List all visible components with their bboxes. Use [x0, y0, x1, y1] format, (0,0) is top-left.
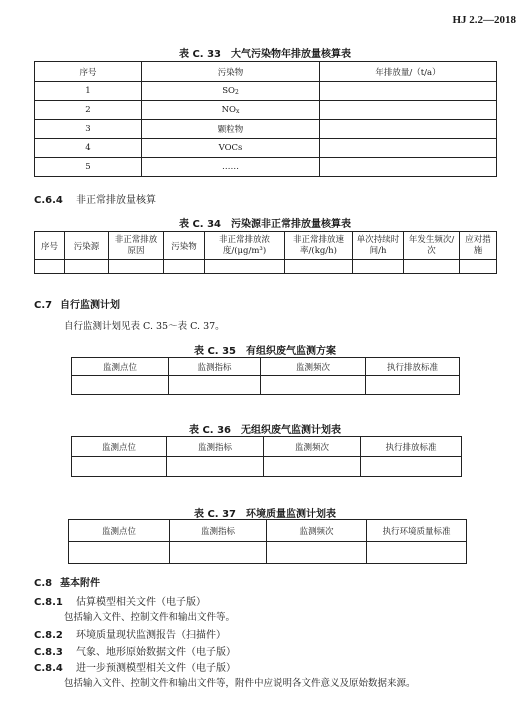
table-c33	[34, 61, 497, 177]
annual-emission-cell	[320, 139, 497, 158]
table-row	[35, 158, 497, 177]
empty-cell	[366, 376, 460, 395]
attachment-number: C.8.2	[34, 630, 63, 641]
table-header-row	[69, 520, 467, 542]
table-header-row	[35, 62, 497, 82]
column-header: 执行排放标准	[366, 358, 460, 376]
document-id: HJ 2.2—2018	[452, 14, 516, 26]
table-row	[35, 101, 497, 120]
attachment-c83	[34, 643, 236, 658]
empty-cell	[404, 260, 460, 274]
row-number: 4	[35, 139, 142, 158]
column-header: 监测指标	[167, 437, 264, 457]
column-header: 污染物	[164, 232, 205, 260]
empty-cell	[460, 260, 497, 274]
column-header: 序号	[35, 232, 65, 260]
empty-cell	[205, 260, 285, 274]
pollutant-name: ……	[222, 162, 239, 172]
table-c35-caption: 表 C. 35 有组织废气监测方案	[193, 346, 337, 357]
attachment-number: C.8.3	[34, 647, 63, 658]
table-c34-caption: 表 C. 34 污染源非正常排放量核算表	[178, 219, 352, 230]
empty-cell	[72, 457, 167, 477]
row-number: 3	[35, 120, 142, 139]
table-c36	[71, 436, 462, 477]
empty-cell	[264, 457, 361, 477]
section-heading-c8	[34, 574, 100, 589]
table-row	[72, 457, 462, 477]
table-c37	[68, 519, 467, 564]
empty-cell	[267, 542, 367, 564]
pollutant-subscript: 2	[234, 89, 239, 96]
table-c36-caption: 表 C. 36 无组织废气监测计划表	[188, 425, 342, 436]
empty-cell	[167, 457, 264, 477]
table-c35	[71, 357, 460, 395]
column-header: 非正常排放速率/(kg/h)	[285, 232, 353, 260]
pollutant-subscript: x	[236, 108, 240, 115]
table-header-row	[72, 358, 460, 376]
empty-cell	[164, 260, 205, 274]
annual-emission-cell	[320, 82, 497, 101]
section-heading-c64	[34, 191, 156, 206]
column-header: 监测指标	[170, 520, 267, 542]
pollutant-name: 颗粒物	[217, 125, 244, 135]
empty-cell	[361, 457, 462, 477]
column-header: 监测点位	[69, 520, 170, 542]
section-title: 非正常排放量核算	[76, 195, 156, 206]
pollutant-cell	[142, 82, 320, 101]
column-header: 执行排放标准	[361, 437, 462, 457]
pollutant-cell	[142, 101, 320, 120]
row-number: 1	[35, 82, 142, 101]
table-header-row	[35, 232, 497, 260]
empty-cell	[169, 376, 261, 395]
column-header: 年发生频次/次	[404, 232, 460, 260]
section-title: 自行监测计划	[60, 300, 120, 311]
pollutant-name: NO	[221, 105, 236, 115]
attachment-c82	[34, 626, 226, 641]
column-header: 污染物	[142, 62, 320, 82]
table-row	[35, 82, 497, 101]
annual-emission-cell	[320, 120, 497, 139]
table-row	[35, 120, 497, 139]
attachment-note: 包括输入文件、控制文件和输出文件等，附件中应说明各文件意义及原始数据来源。	[64, 678, 416, 689]
empty-cell	[367, 542, 467, 564]
annual-emission-cell	[320, 101, 497, 120]
attachment-title: 进一步预测模型相关文件（电子版）	[76, 663, 236, 674]
table-c33-caption: 表 C. 33 大气污染物年排放量核算表	[178, 49, 352, 60]
column-header: 监测频次	[264, 437, 361, 457]
empty-cell	[69, 542, 170, 564]
table-c37-caption: 表 C. 37 环境质量监测计划表	[193, 509, 337, 520]
column-header: 应对措施	[460, 232, 497, 260]
column-header: 非正常排放浓度/(μg/m³)	[205, 232, 285, 260]
section-number: C.8	[34, 578, 53, 589]
column-header: 监测点位	[72, 358, 169, 376]
empty-cell	[65, 260, 109, 274]
pollutant-name: VOCs	[218, 143, 243, 153]
attachment-title: 环境质量现状监测报告（扫描件）	[76, 630, 226, 641]
empty-cell	[285, 260, 353, 274]
row-number: 2	[35, 101, 142, 120]
annual-emission-cell	[320, 158, 497, 177]
row-number: 5	[35, 158, 142, 177]
column-header: 监测指标	[169, 358, 261, 376]
table-row	[35, 139, 497, 158]
pollutant-cell	[142, 158, 320, 177]
attachment-number: C.8.1	[34, 597, 63, 608]
section-number: C.6.4	[34, 195, 63, 206]
column-header: 非正常排放原因	[109, 232, 164, 260]
pollutant-cell	[142, 120, 320, 139]
column-header: 监测频次	[267, 520, 367, 542]
empty-cell	[72, 376, 169, 395]
column-header: 序号	[35, 62, 142, 82]
attachment-title: 估算模型相关文件（电子版）	[76, 597, 206, 608]
section-c7-text: 自行监测计划见表 C. 35～表 C. 37。	[64, 321, 225, 332]
section-number: C.7	[34, 300, 53, 311]
empty-cell	[109, 260, 164, 274]
section-title: 基本附件	[60, 578, 100, 589]
empty-cell	[261, 376, 366, 395]
table-row	[69, 542, 467, 564]
attachment-title: 气象、地形原始数据文件（电子版）	[76, 647, 236, 658]
table-row	[72, 376, 460, 395]
column-header: 监测点位	[72, 437, 167, 457]
column-header: 污染源	[65, 232, 109, 260]
column-header: 监测频次	[261, 358, 366, 376]
attachment-c81	[34, 593, 206, 608]
column-header: 年排放量/（t/a）	[320, 62, 497, 82]
empty-cell	[35, 260, 65, 274]
pollutant-name: SO	[222, 86, 235, 96]
attachment-number: C.8.4	[34, 663, 63, 674]
table-c34	[34, 231, 497, 274]
pollutant-cell	[142, 139, 320, 158]
attachment-c84	[34, 659, 236, 674]
table-row	[35, 260, 497, 274]
attachment-note: 包括输入文件、控制文件和输出文件等。	[64, 612, 236, 623]
column-header: 单次持续时间/h	[353, 232, 404, 260]
column-header: 执行环境质量标准	[367, 520, 467, 542]
table-header-row	[72, 437, 462, 457]
empty-cell	[353, 260, 404, 274]
section-heading-c7	[34, 296, 120, 311]
empty-cell	[170, 542, 267, 564]
